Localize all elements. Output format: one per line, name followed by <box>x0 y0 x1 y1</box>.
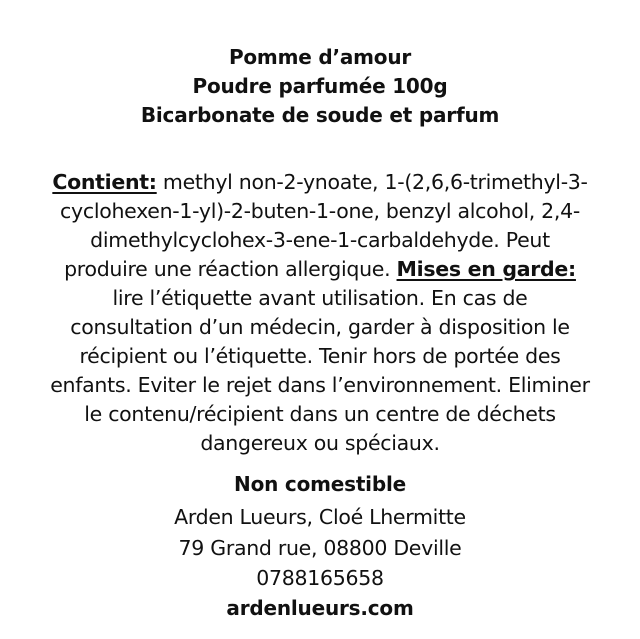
company-name: Arden Lueurs, Cloé Lhermitte <box>174 505 466 529</box>
product-name: Pomme d’amour <box>228 45 412 69</box>
ingredients-text-1: methyl non-2-ynoate, 1-(2,6,6-trimethyl-3- <box>156 170 588 194</box>
allergy-text: produire une réaction allergique. <box>64 257 397 281</box>
product-composition: Bicarbonate de soude et parfum <box>140 103 500 127</box>
warnings-line-3: récipient ou l’étiquette. Tenir hors de portée des <box>79 344 561 368</box>
ingredients-line-1 <box>0 168 640 197</box>
warnings-label: Mises en garde: <box>396 257 576 281</box>
warnings-line-6: dangereux ou spéciaux. <box>200 431 440 455</box>
warnings-line-5: le contenu/récipient dans un centre de déchets <box>84 402 556 426</box>
company-address: 79 Grand rue, 08800 Deville <box>178 536 462 560</box>
warnings-line-1: lire l’étiquette avant utilisation. En cas de <box>112 286 528 310</box>
ingredients-line-3: dimethylcyclohex-3-ene-1-carbaldehyde. Peut <box>90 228 550 252</box>
product-type: Poudre parfumée 100g <box>192 74 448 98</box>
ingredients-line-2: cyclohexen-1-yl)-2-buten-1-one, benzyl alcohol, 2,4- <box>60 199 580 223</box>
not-edible-notice: Non comestible <box>234 472 406 496</box>
company-phone: 0788165658 <box>256 566 384 590</box>
warnings-line-4: enfants. Eviter le rejet dans l’environnement. Eliminer <box>50 373 590 397</box>
ingredients-line-4 <box>0 255 640 284</box>
company-website: ardenlueurs.com <box>226 596 414 620</box>
contains-label: Contient: <box>52 170 157 194</box>
warnings-line-2: consultation d’un médecin, garder à disposition le <box>70 315 570 339</box>
